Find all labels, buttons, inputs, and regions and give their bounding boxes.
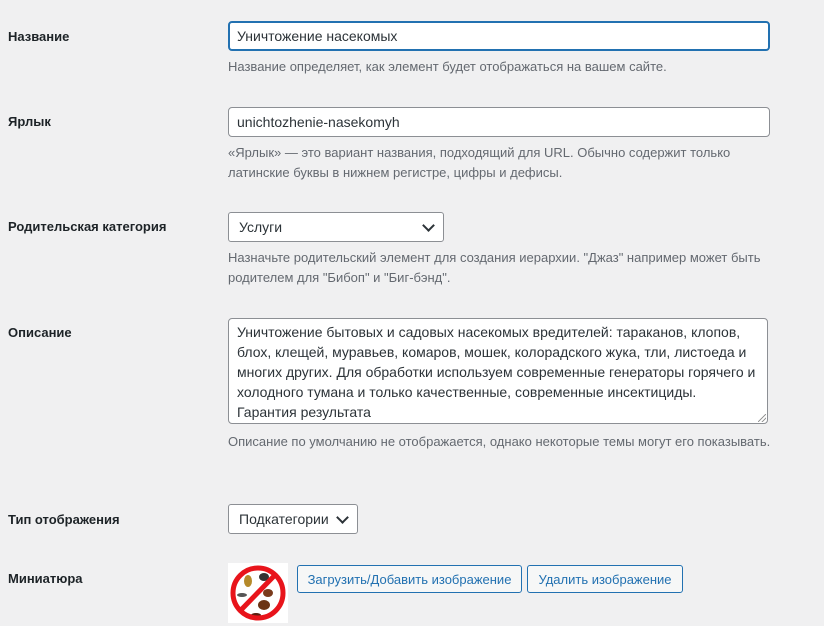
description-label: Описание <box>8 325 72 340</box>
slug-label: Ярлык <box>8 114 51 129</box>
display-type-value: Подкатегории <box>239 511 329 527</box>
upload-image-button[interactable]: Загрузить/Добавить изображение <box>297 565 522 593</box>
thumbnail-label: Миниатюра <box>8 571 83 586</box>
chevron-down-icon <box>336 511 349 524</box>
slug-help: «Ярлык» — это вариант названия, подходящий для URL. Обычно содержит только латинские буквы в нижнем регистре, цифры и дефисы. <box>228 145 731 180</box>
name-help: Название определяет, как элемент будет отображаться на вашем сайте. <box>228 59 667 74</box>
no-insects-icon <box>228 563 288 623</box>
parent-category-select[interactable] <box>228 212 444 242</box>
description-textarea[interactable] <box>228 318 768 424</box>
name-label: Название <box>8 29 70 44</box>
chevron-down-icon <box>422 219 435 232</box>
remove-image-button[interactable]: Удалить изображение <box>527 565 683 593</box>
parent-help: Назначьте родительский элемент для создания иерархии. "Джаз" например может быть родителем для "Бибоп" и "Биг-бэнд". <box>228 250 761 285</box>
slug-input[interactable]: unichtozhenie-nasekomyh <box>228 107 770 137</box>
name-input[interactable]: Уничтожение насекомых <box>228 21 770 51</box>
description-text: Уничтожение бытовых и садовых насекомых вредителей: тараканов, клопов, блох, клещей, муравьев, комаров, мошек, колорадского жука, тли, листоеда и многих других. Для обработки используем современные генераторы горячего и холодного тумана и только качественные, современные инсектициды. Гарантия результата <box>237 324 756 420</box>
display-type-label: Тип отображения <box>8 512 120 527</box>
display-type-select[interactable] <box>228 504 358 534</box>
parent-select-value: Услуги <box>239 219 283 235</box>
resize-handle-icon[interactable] <box>758 414 766 422</box>
thumbnail-image <box>228 563 288 623</box>
description-help: Описание по умолчанию не отображается, однако некоторые темы могут его показывать. <box>228 434 771 449</box>
parent-label: Родительская категория <box>8 219 167 234</box>
